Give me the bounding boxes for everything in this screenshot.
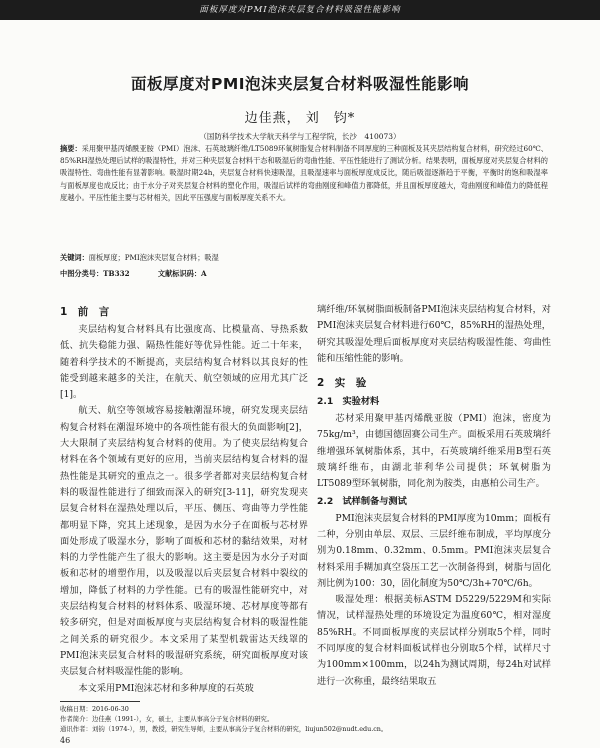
author-list: 边佳燕， 刘 钧*	[244, 111, 356, 126]
abstract-label: 摘要：	[60, 144, 82, 153]
section-1-heading: 1 前 言	[60, 306, 110, 318]
footnotes	[60, 704, 548, 735]
doc-code-label: 文献标识码：	[157, 269, 202, 278]
author-bio: 作者简介：边佳燕（1991-），女，硕士，主要从事高分子复合材料的研究。	[60, 715, 274, 724]
clc-label: 中图分类号：	[60, 269, 104, 278]
keywords	[60, 253, 548, 263]
section-2-2-heading: 2.2 试样制备与测试	[317, 495, 407, 507]
document-code	[158, 269, 207, 278]
received-date: 收稿日期：2016-06-30	[60, 705, 129, 713]
paragraph: 夹层结构复合材料具有比强度高、比模量高、导热系数低、抗失稳能力强、隔热性能好等优异性能。近二十年来，随着科学技术的不断提高，夹层结构复合材料以其良好的性能受到越来越多的关注，在航天、航空领域的应用尤其广泛[1]。	[60, 324, 308, 401]
clc-value: TB332	[103, 269, 130, 278]
classification-line	[60, 269, 548, 279]
section-2-1-heading: 2.1 实验材料	[317, 396, 380, 408]
paragraph: 芯材采用聚甲基丙烯酰亚胺（PMI）泡沫，密度为75kg/m³，由德国德固赛公司生产。面板采用石英玻璃纤维增强环氧树脂体系，其中，石英玻璃纤维采用B型石英玻璃纤维布，由湖北菲利华公司提供；环氧树脂为LT5089型环氧树脂，同化剂为胺类，由惠柏公司生产。	[317, 413, 551, 490]
paper-title: 面板厚度对PMI泡沫夹层复合材料吸湿性能影响	[130, 75, 470, 93]
keywords-label: 关键词：	[60, 253, 89, 262]
left-column	[60, 302, 308, 697]
paragraph: 本文采用PMI泡沫芯材和多种厚度的石英玻	[78, 682, 254, 694]
page-number: 46	[60, 736, 71, 745]
doc-code-value: A	[201, 269, 207, 278]
affiliation: （国防科学技术大学航天科学与工程学院，长沙 410073）	[199, 132, 401, 141]
paragraph: PMI泡沫夹层复合材料的PMI厚度为10mm；面板有二种，分别由单层、双层、三层纤维布制成，平均厚度分别为0.18mm、0.32mm、0.5mm。PMI泡沫夹层复合材料采用手糊加真空袋压工艺一次制备得到，树脂与固化剂比例为100：30，固化制度为50℃/3h+70℃/6h。	[317, 512, 551, 589]
footnote-rule	[60, 701, 140, 702]
keywords-text: 面板厚度；PMI泡沫夹层复合材料；吸湿	[88, 253, 219, 262]
abstract-text: 采用聚甲基丙烯酰亚胺（PMI）泡沫、石英玻璃纤维/LT5089环氧树脂复合材料制备不同厚度的三种面板及其夹层结构复合材料，研究经过60℃、85%RH湿热处理后试样的吸湿特性，并对三种夹层复合材料干态和吸湿后的弯曲性能、平压性能进行了测试分析。结果表明，面板厚度对夹层复合材料的吸湿特性、弯曲性能有显著影响。吸湿时期24h，夹层复合材料快速吸湿，且吸湿速率与面板厚度成反比，随后吸湿逐渐趋于平衡，平衡时的饱和吸湿率与面板厚度也成反比；由于水分子对夹层复合材料的塑化作用，吸湿后试样的弯曲刚度和峰值力都降低，并且面板厚度越大，弯曲刚度和峰值力的降低程度越小。平压性能主要与芯材相关，因此平压强度与面板厚度关系不大。	[60, 144, 548, 202]
running-header: 面板厚度对PMI泡沫夹层复合材料吸湿性能影响	[0, 0, 600, 20]
clc-number	[60, 269, 130, 278]
paragraph-continued: 璃纤维/环氧树脂面板制备PMI泡沫夹层结构复合材料，对PMI泡沫夹层复合材料进行60℃，85%RH的湿热处理，研究其吸湿处理后面板厚度对夹层结构吸湿性能、弯曲性能和压缩性能的影响。	[317, 304, 551, 364]
section-2-heading: 2 实 验	[317, 377, 367, 390]
right-column	[317, 302, 551, 690]
paragraph: 航天、航空等领域容易接触潮湿环境，研究发现夹层结构复合材料在潮湿环境中的各项性能有很大的负面影响[2]，大大限制了夹层结构复合材料的使用。为了使夹层结构复合材料在各个领域有更好的应用，当前夹层结构复合材料的湿热性能是其研究的重点之一。很多学者都对夹层结构复合材料的吸湿性能进行了细致而深入的研究[3-11]，研究发现夹层复合材料在湿热处理以后，平压、侧压、弯曲等力学性能都明显下降，究其上述现象，是因为水分子在面板与芯材界面处形成了吸湿水分，影响了面板和芯材的黏结效果，对材料的力学性能产生了很大的影响。这主要是因为水分子对面板和芯材的增塑作用，以及吸湿以后夹层复合材料中裂纹的增加，降低了材料的力学性能。已有的吸湿性能研究中，对夹层结构复合材料的材料体系、吸湿环境、芯材厚度等都有较多研究，但是对面板厚度与夹层结构复合材料的吸湿性能之间关系的研究很少。本文采用了某型机载雷达天线罩的PMI泡沫夹层复合材料的吸湿研究系统，研究面板厚度对该夹层复合材料吸湿性能的影响。	[60, 405, 308, 678]
corresponding-author: 通讯作者：刘钧（1974-），男，教授，研究生导师，主要从事高分子复合材料的研究，liujun502@nudt.edu.cn。	[60, 725, 388, 734]
abstract	[60, 143, 548, 204]
paragraph: 吸湿处理：根据美标ASTM D5229/5229M和实际情况，试样湿热处理的环境设定为温度60℃，相对湿度85%RH。不同面板厚度的夹层试样分别取5个样，同时不同厚度的复合材料面板试样也分别取5个样，试样尺寸为100mm×100mm，以24h为测试周期，每24h对试样进行一次称重，最终结果取五	[317, 594, 551, 687]
